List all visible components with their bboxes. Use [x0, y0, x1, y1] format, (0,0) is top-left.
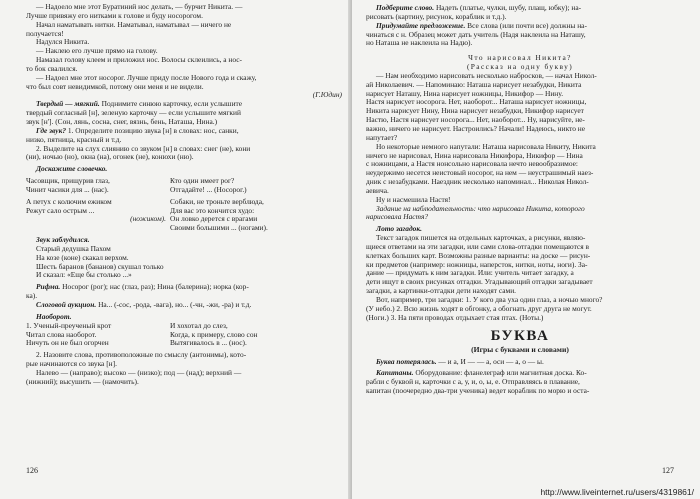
- section-subtitle: (Игры с буквами и словами): [471, 344, 569, 354]
- story-line: неудержимо несется неистовый носорог, на нем — неустрашимый наез-: [366, 168, 594, 178]
- lotto-line: (У небо.) 2. Всю жизнь ходят в обгонку, а обогнать друг друга не могут.: [366, 303, 592, 313]
- story-line: Лучше привяжу его нитками к голове и буду носорогом.: [26, 10, 203, 20]
- sentence-text: Все слова (или почти все) должны на-: [467, 20, 587, 30]
- task-line: нарисовала Настя?: [366, 212, 429, 222]
- poem-line: Часовщик, прищурив глаз,: [26, 176, 110, 186]
- story-line: Никита нарисует Нину, Нина нарисует незабудки, Никифор нарисует: [366, 106, 584, 116]
- rhyme-text: Носорог (рог); нас (глаз, раз); Нина (балерина); норка (кор-: [62, 282, 249, 292]
- lotto-line: клетках больших карт. Возможны разные варианты: на доске — рисун-: [366, 250, 591, 260]
- poem-line: На козе (коне) скакал верхом.: [36, 252, 129, 262]
- section-title: БУКВА: [490, 327, 550, 344]
- lotto-text: [366, 234, 674, 322]
- story-line: — Наклею его лучше прямо на голову.: [36, 46, 158, 56]
- antonyms-line: 2. Назовите слова, противоположные по смыслу (антонимы), кото-: [36, 350, 247, 360]
- antonyms-text: [26, 351, 342, 386]
- story-line: — Надоел мне этот носорог. Лучше приду после Нового года и скажу,: [36, 72, 257, 82]
- poem-line: Кто один имеет рог?: [170, 176, 235, 186]
- page-number-left: 126: [26, 466, 38, 475]
- story-line: — Нам необходимо нарисовать несколько набросков, — начал Никол-: [376, 70, 597, 80]
- poem-line: И сказал: «Еще бы столько ...»: [36, 270, 132, 280]
- poem-line: Он ловко дерется с врагами: [170, 214, 258, 224]
- rhyme-title: Рифма.: [36, 282, 61, 292]
- task-line: Задание на наблюдательность: что нарисовал Никита, которого: [376, 203, 585, 213]
- story-line: Надулся Никита.: [36, 37, 90, 47]
- watermark-url: http://www.liveinternet.ru/users/4319861/: [540, 487, 694, 497]
- poem-line: Старый дедушка Пахом: [36, 243, 111, 253]
- antonyms-line: Налево — (направо); высоко — (низко); под — (над); верхний —: [36, 367, 242, 377]
- lost-letter-text: — и а, И — — а, оси — а, о — ы.: [438, 356, 544, 366]
- lost-letter-title: Буква потерялась.: [376, 356, 437, 366]
- story-line: ничего не нарисовал, Нина нарисовала Никифора, Никифор — Нина: [366, 150, 583, 160]
- story-line: дник с незабудками. Наездник несколько напоминал... Николая Никол-: [366, 177, 589, 187]
- lost-sound-title: Звук заблудился.: [36, 235, 90, 245]
- story-line: — Надоело мне этот Буратиний нос делать, — бурчит Никита. —: [36, 2, 243, 11]
- story-line: то бок свалился.: [26, 63, 78, 73]
- pick-text: Надеть (платье, чулки, шубу, плащ, юбку); на-: [435, 3, 582, 12]
- author-credit: (Г.Юдин): [312, 90, 342, 100]
- sentence-text: чинаться с н. Образец может дать учитель (Надя наклеила на Наташу,: [366, 29, 586, 39]
- task-text: [366, 205, 674, 223]
- poem-line: А петух с колючим ежиком: [26, 196, 112, 206]
- poem-line: Шесть баранов (бананов) скушал только: [36, 261, 164, 271]
- reverse-poem: [26, 322, 342, 349]
- captains-title: Капитаны.: [376, 368, 414, 378]
- poem-line: Чинит часики для ... (нас).: [26, 184, 109, 194]
- reverse-title: Наоборот.: [36, 311, 72, 321]
- story-subtitle: (Рассказ на одну букву): [466, 62, 574, 72]
- where-text: 2. Выделите на слух слиянию со звуком [н] в словах: снег (не), кони: [36, 143, 251, 153]
- sentence-text: но Наташа не наклеила на Надю).: [366, 38, 473, 48]
- poem-line: Ничуть он не был огорчен: [26, 338, 109, 348]
- finish-word-title: Доскажите словечко.: [36, 164, 108, 174]
- where-text: 1. Определите позицию звука [н] в словах: нос, санки,: [67, 125, 239, 135]
- poem-line: Своими большими ... (ногами).: [170, 223, 268, 233]
- auction-title: Слоговой аукцион.: [36, 300, 97, 309]
- poem-line: И хохотал до слез,: [170, 320, 228, 330]
- poem-line: Для вас это кончится худо:: [170, 205, 255, 215]
- lotto-line: дание — придумать к ним загадки. Или: учитель читает загадку, а: [366, 268, 574, 278]
- story-line: аевича.: [366, 185, 389, 195]
- poem-line: Вытягивалось в ... (нос).: [170, 338, 247, 348]
- story-line: Намазал голову клеем и приложил нос. Волосы склеились, а нос-: [36, 55, 242, 65]
- story-line: нарисует Наташу, Нина нарисует ножницы, Никифор — Нину.: [366, 88, 564, 98]
- story-title: Что нарисовал Никита?: [468, 53, 572, 63]
- sentence-title: Придумайте предложение.: [376, 20, 466, 30]
- story-line: напутает?: [366, 132, 398, 142]
- poem-line: Отгадайте! ... (Носорог.): [170, 184, 247, 194]
- story-line: Настю, Настя нарисует носорога... Нет, наоборот... Ну, нарисуйте, не-: [366, 115, 585, 125]
- story-line: получается!: [26, 28, 64, 38]
- lotto-line: щиеся ответами на эти загадки, или сами слова-отгадки помещаются в: [366, 241, 589, 251]
- lotto-title: Лото загадок.: [376, 224, 422, 234]
- where-text: низко, пятница, красный и т.д.: [26, 134, 122, 144]
- poem-block-2: [26, 198, 342, 233]
- poem-block-1: [26, 177, 342, 195]
- hard-soft-text: Поднимите синюю карточку, если услышите: [101, 99, 243, 109]
- lotto-line: загадки, а картинки-отгадки дети находят сами.: [366, 286, 517, 296]
- lost-sound-poem: [26, 245, 342, 280]
- story-line: Но некоторые немного напутали: Наташа нарисовала Никиту, Никита: [376, 141, 596, 151]
- story-line: Начал наматывать нитки. Наматывал, наматывал — ничего не: [36, 19, 232, 29]
- page-number-right: 127: [662, 466, 674, 475]
- lotto-line: Вот, например, три загадки: 1. У кого два уха один глаз, а ночью много?: [376, 295, 603, 304]
- antonyms-line: (нижний); высушить — (намочить).: [26, 376, 139, 386]
- story-line: важно, ничего не нарисует. Настроились? Начали! Надеюсь, никто не: [366, 123, 585, 133]
- lotto-line: (Ноги.) 3. На пяти проводах отдыхает стая птах. (Ноты.): [366, 312, 544, 322]
- poem-line: Читал слова наоборот.: [26, 329, 97, 339]
- where-text: (ни), ночью (но), окна (на), огонек (не), конюхи (ню).: [26, 152, 194, 162]
- rhyme-text: ка).: [26, 291, 38, 301]
- lotto-line: ки предметов (например: ножницы, наперсток, нитки, ноты, ноги). За-: [366, 259, 588, 269]
- story-line: Настя нарисует носорога. Нет, наоборот... Наташа нарисует ножницы,: [366, 97, 587, 107]
- captains-text: рабли с буквой н, карточки с а, у, и, о, ы, е. Отправляясь в плавание,: [366, 377, 580, 387]
- hard-soft-text: твердый согласный [н], зеленую карточку — если услышите мягкий: [26, 108, 241, 118]
- hard-soft-title: Твердый — мягкий.: [36, 99, 100, 109]
- story-paragraph: [26, 3, 342, 91]
- poem-line: (ножиком).: [130, 214, 166, 224]
- story-line: с ножницами, а Настя нонсольно нарисовала нечто невообразимое:: [366, 159, 578, 169]
- antonyms-line: рые начинаются со звука [н].: [26, 359, 117, 369]
- lotto-line: Текст загадок пишется на отдельных карточках, а рисунки, являю-: [376, 233, 586, 243]
- poem-line: Собаки, не троньте верблюда,: [170, 196, 264, 206]
- where-title: Где звук?: [36, 125, 67, 135]
- story-text: [366, 72, 674, 205]
- story-line: ай Николаевич. — Напоминаю: Наташа нарисует незабудки, Никита: [366, 79, 582, 89]
- pick-title: Подберите слово.: [376, 3, 435, 12]
- poem-line: 1. Ученый-преученый крот: [26, 320, 112, 330]
- captains-text: капитан (поочередно два-три ученика) ведет кораблик по морю и оста-: [366, 386, 590, 396]
- auction-text: На... (-сос, -рода, -вага), но... (-чн, -жи, -ра) и т.д.: [98, 300, 252, 309]
- story-line: Ну и насмешила Настя!: [376, 194, 451, 204]
- story-line: что был совт невидимкой, потому они меня и не видели.: [26, 81, 204, 91]
- hard-soft-text: звук [н']. (Сон, лянь, сосна, снег, вязнь, бень, Наташа, Нина.): [26, 116, 218, 126]
- right-page: [352, 0, 700, 499]
- poem-line: Режут сало острым ...: [26, 205, 95, 215]
- pick-text: рисовать (картину, рисунок, кораблик и т.д.).: [366, 11, 507, 21]
- captains-text: Оборудование: фланелеграф или магнитная доска. Ко-: [415, 368, 587, 378]
- lotto-line: дети ищут в своих рисунках отгадки. Угадывающий отгадки загадывает: [366, 277, 593, 287]
- poem-line: Когда, к примеру, слово сон: [170, 329, 258, 339]
